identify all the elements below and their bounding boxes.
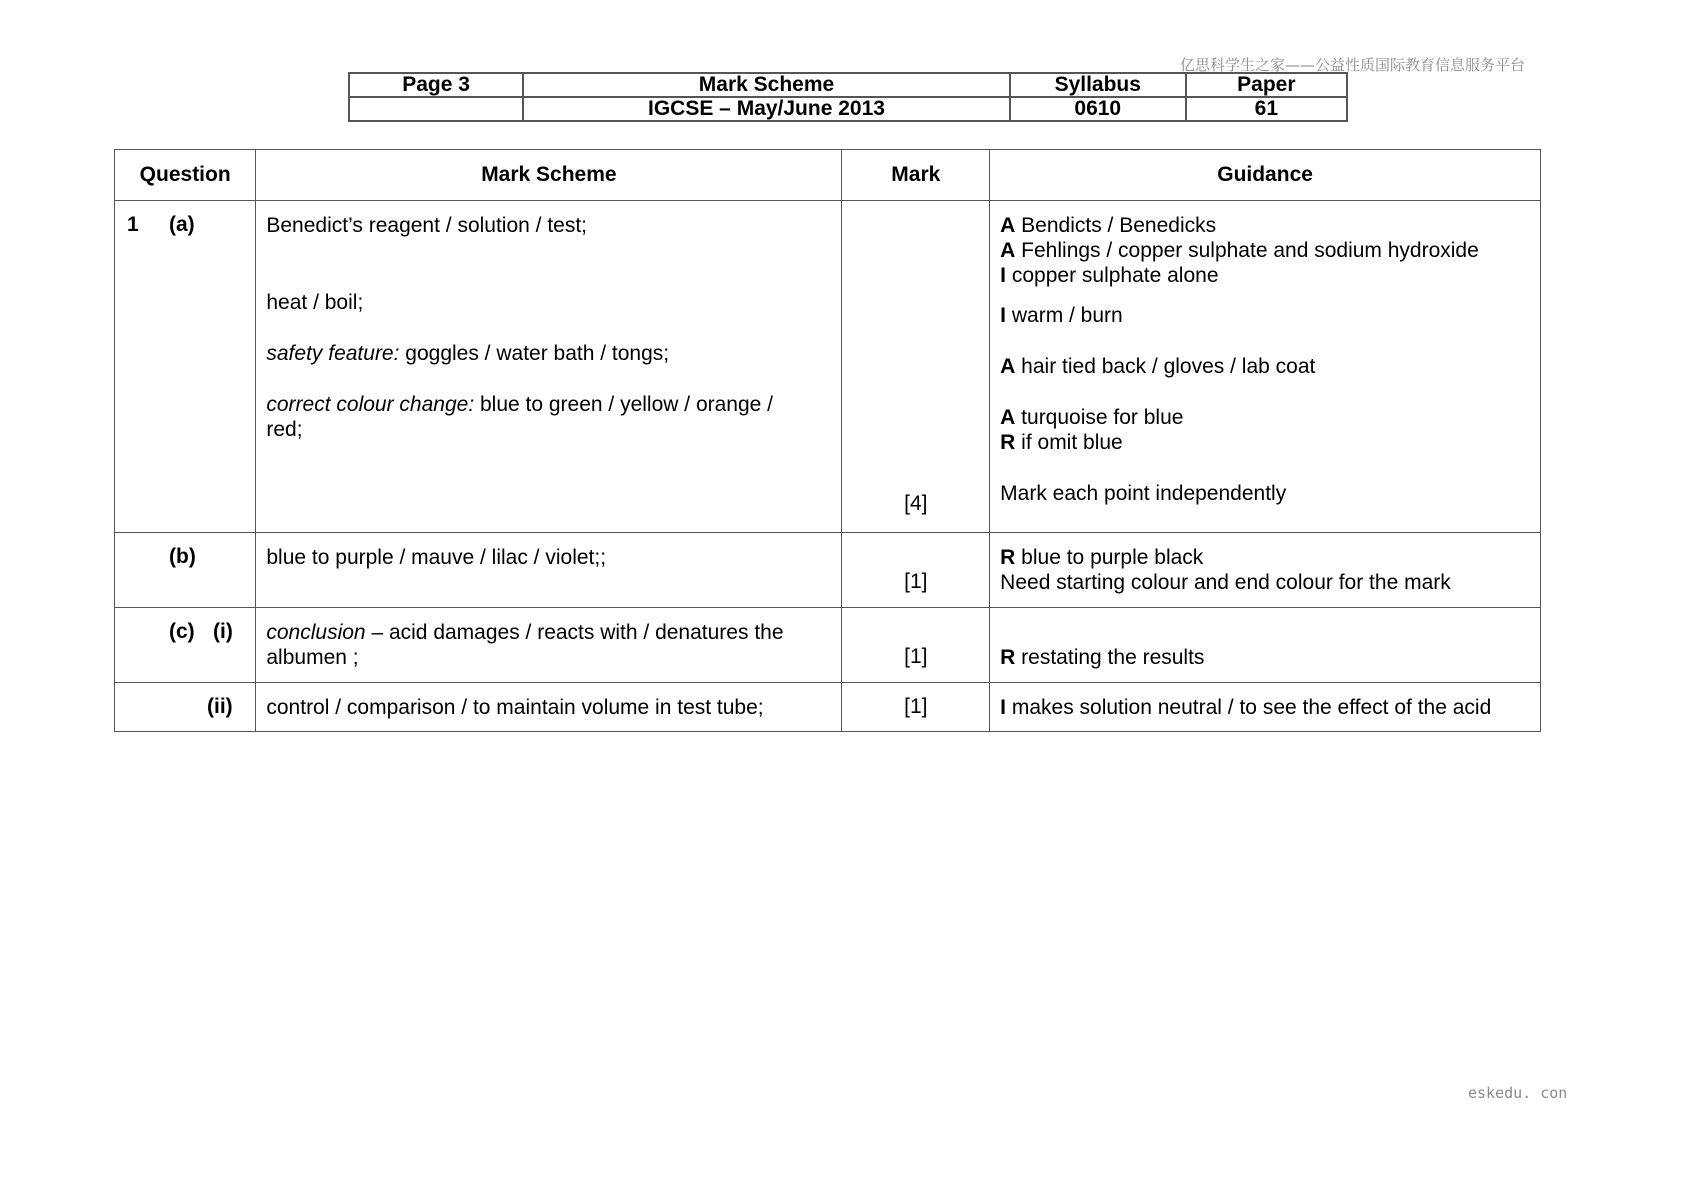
question-part: (c) bbox=[169, 620, 195, 643]
mark-scheme-cell bbox=[256, 608, 842, 683]
mark-scheme-table bbox=[114, 149, 1541, 732]
column-header-guidance: Guidance bbox=[990, 150, 1541, 201]
table-row bbox=[115, 533, 1541, 608]
watermark-top: 亿思科学生之家——公益性质国际教育信息服务平台 bbox=[1180, 56, 1526, 74]
mark-value: [1] bbox=[904, 645, 928, 668]
scheme-line: safety feature: goggles / water bath / tongs; bbox=[266, 342, 670, 365]
guidance-cell bbox=[990, 683, 1541, 732]
guidance-line: R restating the results bbox=[1000, 646, 1205, 669]
mark-value: [1] bbox=[904, 570, 928, 593]
mark-scheme-cell bbox=[256, 533, 842, 608]
mark-value: [4] bbox=[904, 492, 928, 515]
guidance-line: R if omit blue bbox=[1000, 431, 1123, 454]
guidance-line: R blue to purple black bbox=[1000, 546, 1204, 569]
guidance-line: A Fehlings / copper sulphate and sodium hydroxide bbox=[1000, 239, 1479, 262]
guidance-line: A turquoise for blue bbox=[1000, 406, 1184, 429]
table-row bbox=[115, 683, 1541, 732]
header-paper-label: Paper bbox=[1186, 73, 1347, 97]
guidance-cell bbox=[990, 608, 1541, 683]
column-header-mark: Mark bbox=[842, 150, 990, 201]
guidance-cell bbox=[990, 201, 1541, 533]
question-part: (b) bbox=[169, 545, 196, 568]
guidance-line: Need starting colour and end colour for the mark bbox=[1000, 571, 1451, 594]
column-header-mark-scheme: Mark Scheme bbox=[256, 150, 842, 201]
header-exam: IGCSE – May/June 2013 bbox=[523, 97, 1010, 121]
question-part: (a) bbox=[169, 213, 195, 236]
column-header-question: Question bbox=[115, 150, 256, 201]
scheme-line: heat / boil; bbox=[266, 291, 364, 314]
mark-value: [1] bbox=[904, 695, 928, 718]
table-row bbox=[115, 608, 1541, 683]
scheme-line: red; bbox=[266, 418, 303, 441]
mark-cell bbox=[842, 683, 990, 732]
guidance-line: I makes solution neutral / to see the effect of the acid bbox=[1000, 696, 1492, 719]
guidance-line: Mark each point independently bbox=[1000, 482, 1287, 505]
table-row bbox=[115, 201, 1541, 533]
header-syllabus-label: Syllabus bbox=[1010, 73, 1186, 97]
scheme-line: conclusion – acid damages / reacts with / denatures the bbox=[266, 621, 784, 644]
mark-cell bbox=[842, 201, 990, 533]
question-subpart: (i) bbox=[213, 620, 233, 643]
scheme-line: Benedict’s reagent / solution / test; bbox=[266, 214, 588, 237]
question-cell bbox=[115, 683, 256, 732]
guidance-cell bbox=[990, 533, 1541, 608]
mark-cell bbox=[842, 533, 990, 608]
mark-scheme-cell bbox=[256, 683, 842, 732]
question-cell bbox=[115, 608, 256, 683]
question-cell bbox=[115, 533, 256, 608]
scheme-line: correct colour change: blue to green / yellow / orange / bbox=[266, 393, 774, 416]
scheme-line: albumen ; bbox=[266, 646, 359, 669]
guidance-line: I copper sulphate alone bbox=[1000, 264, 1219, 287]
guidance-line: I warm / burn bbox=[1000, 304, 1123, 327]
scheme-line: control / comparison / to maintain volume in test tube; bbox=[266, 696, 764, 719]
table-header-row bbox=[115, 150, 1541, 201]
guidance-line: A hair tied back / gloves / lab coat bbox=[1000, 355, 1316, 378]
mark-scheme-cell bbox=[256, 201, 842, 533]
question-cell bbox=[115, 201, 256, 533]
scheme-line: blue to purple / mauve / lilac / violet;; bbox=[266, 546, 607, 569]
question-subpart: (ii) bbox=[207, 695, 233, 718]
mark-cell bbox=[842, 608, 990, 683]
header-paper: 61 bbox=[1186, 97, 1347, 121]
header-empty-cell bbox=[349, 97, 523, 121]
guidance-line: A Bendicts / Benedicks bbox=[1000, 214, 1217, 237]
header-table bbox=[348, 72, 1348, 122]
header-page: Page 3 bbox=[349, 73, 523, 97]
header-mark-scheme-label: Mark Scheme bbox=[523, 73, 1010, 97]
watermark-bottom: eskedu. con bbox=[1468, 1084, 1568, 1102]
header-syllabus: 0610 bbox=[1010, 97, 1186, 121]
question-number: 1 bbox=[127, 213, 139, 236]
